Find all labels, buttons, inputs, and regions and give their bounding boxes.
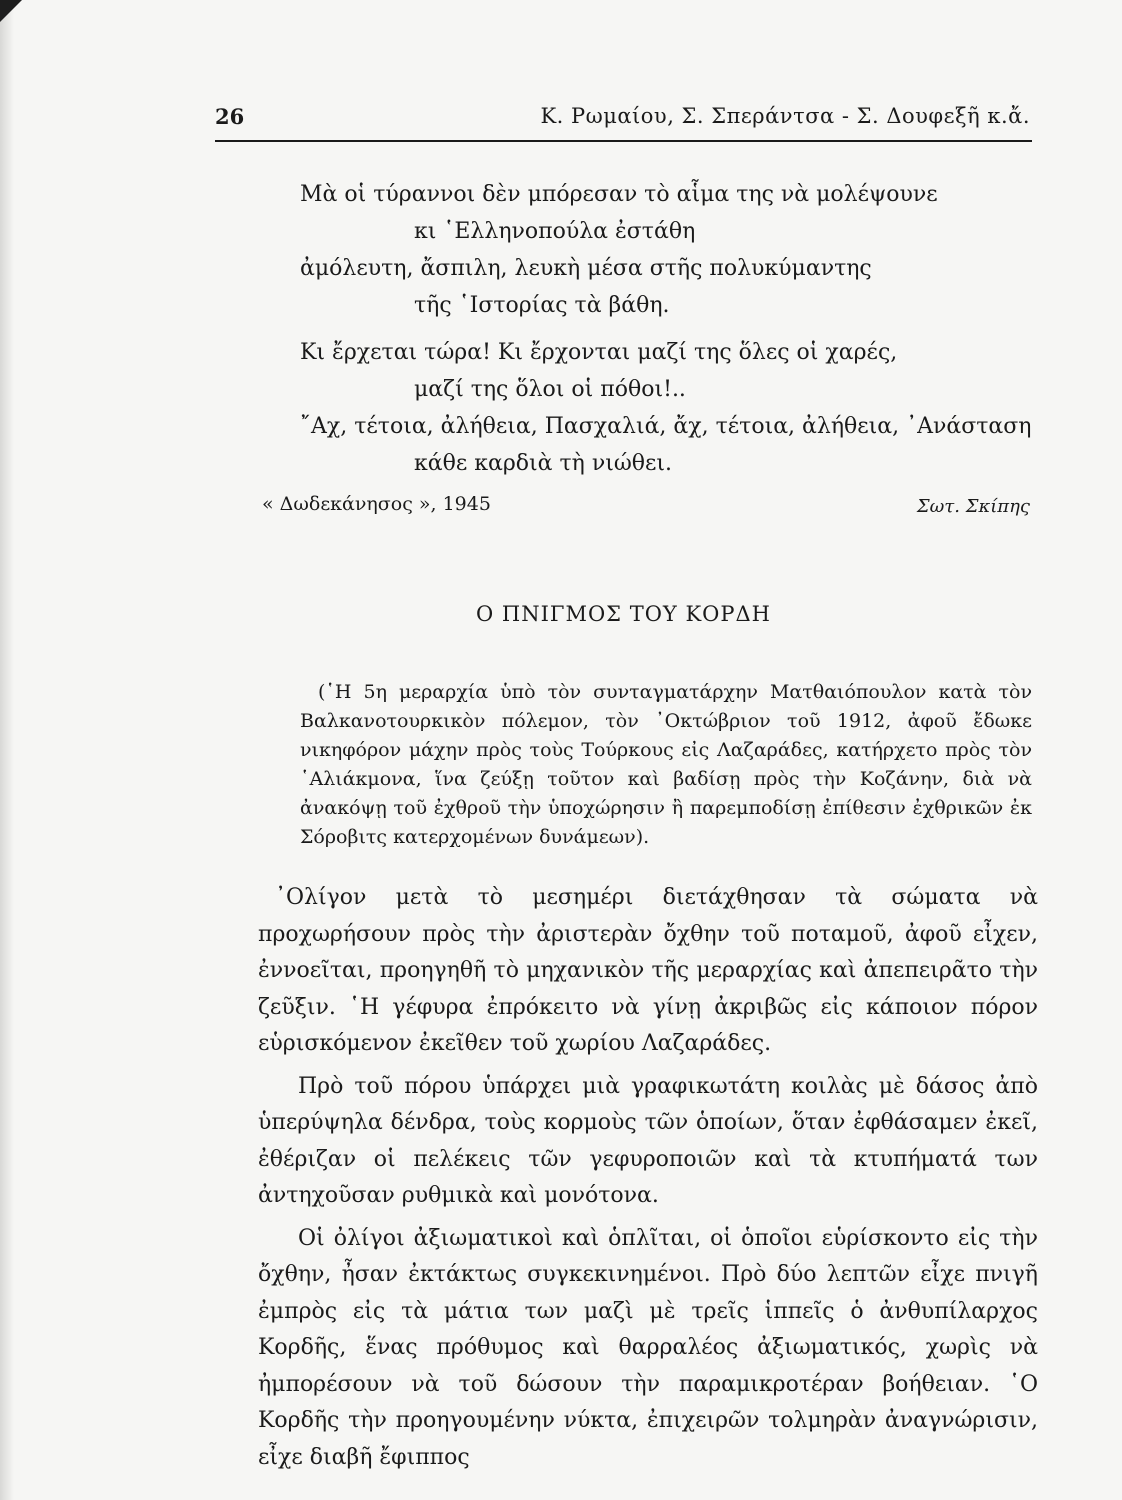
- page-edge-shadow: [0, 0, 14, 1500]
- poem-author: Σωτ. Σκίπης: [916, 496, 1030, 517]
- running-head: Κ. Ρωμαίου, Σ. Σπεράντσα - Σ. Δουφεξῆ κ.ἄ.: [540, 104, 1030, 128]
- poem-line: Κι ἔρχεται τώρα! Κι ἔρχονται μαζί της ὅλες οἱ χαρές,: [300, 340, 898, 365]
- body-text: [258, 880, 1038, 1482]
- poem-line: τῆς ῾Ιστορίας τὰ βάθη.: [414, 293, 670, 318]
- page-number: 26: [215, 104, 245, 129]
- page-header: [215, 100, 1032, 130]
- poem-line: ῎Αχ, τέτοια, ἀλήθεια, Πασχαλιά, ἄχ, τέτοια, ἀλήθεια, ᾿Ανάσταση: [300, 414, 1032, 439]
- stanza-gap: [300, 324, 1040, 334]
- poem-line: κι ῾Ελληνοπούλα ἐστάθη: [414, 219, 696, 244]
- poem-source: « Δωδεκάνησος », 1945: [262, 493, 491, 515]
- poem-line: Μὰ οἱ τύραννοι δὲν μπόρεσαν τὸ αἷμα της νὰ μολέψουνε: [300, 182, 938, 207]
- poem: [300, 176, 1040, 482]
- introductory-note: (῾Η 5η μεραρχία ὑπὸ τὸν συνταγματάρχην Ματθαιόπουλον κατὰ τὸν Βαλκανοτουρκικὸν πόλεμον, τὸν ᾿Οκτώβριον τοῦ 1912, ἀφοῦ ἔδωκε νικηφόρον μάχην πρὸς τοὺς Τούρκους εἰς Λαζαράδες, κατήρχετο πρὸς τὸν ῾Αλιάκμονα, ἵνα ζεύξῃ τοῦτον καὶ βαδίσῃ πρὸς τὴν Κοζάνην, διὰ νὰ ἀνακόψῃ τοῦ ἐχθροῦ τὴν ὑποχώρησιν ἢ παρεμποδίσῃ ἐπίθεσιν ἐχθρικῶν ἐκ Σόροβιτς κατερχομένων δυνάμεων).: [300, 681, 1032, 848]
- poem-line: ἀμόλευτη, ἄσπιλη, λευκὴ μέσα στῆς πολυκύμαντης: [300, 256, 872, 281]
- poem-line: μαζί της ὅλοι οἱ πόθοι!..: [414, 377, 686, 402]
- paragraph: Πρὸ τοῦ πόρου ὑπάρχει μιὰ γραφικωτάτη κοιλὰς μὲ δάσος ἀπὸ ὑπερύψηλα δένδρα, τοὺς κορμοὺς τῶν ὁποίων, ὅταν ἐφθάσαμεν ἐκεῖ, ἐθέριζαν οἱ πελέκεις τῶν γεφυροποιῶν καὶ τὰ κτυπήματά των ἀντηχοῦσαν ρυθμικὰ καὶ μονότονα.: [258, 1073, 1038, 1208]
- paragraph: ᾿Ολίγον μετὰ τὸ μεσημέρι διετάχθησαν τὰ σώματα νὰ προχωρήσουν πρὸς τὴν ἀριστερὰν ὄχθην τοῦ ποταμοῦ, ἀφοῦ εἶχεν, ἐννοεῖται, προηγηθῆ τὸ μηχανικὸν τῆς μεραρχίας καὶ ἀπεπειρᾶτο τὴν ζεῦξιν. ῾Η γέφυρα ἐπρόκειτο νὰ γίνῃ ἀκριβῶς εἰς κάποιον πόρον εὑρισκόμενον ἐκεῖθεν τοῦ χωρίου Λαζαράδες.: [258, 885, 1038, 1056]
- paragraph: Οἱ ὀλίγοι ἀξιωματικοὶ καὶ ὁπλῖται, οἱ ὁποῖοι εὑρίσκοντο εἰς τὴν ὄχθην, ἦσαν ἐκτάκτως συγκεκινημένοι. Πρὸ δύο λεπτῶν εἶχε πνιγῆ ἐμπρὸς εἰς τὰ μάτια των μαζὶ μὲ τρεῖς ἱππεῖς ὁ ἀνθυπίλαρχος Κορδῆς, ἕνας πρόθυμος καὶ θαρραλέος ἀξιωματικός, χωρὶς νὰ ἠμπορέσουν νὰ τοῦ δώσουν τὴν παραμικροτέραν βοήθειαν. ῾Ο Κορδῆς τὴν προηγουμένην νύκτα, ἐπιχειρῶν τολμηρὰν ἀναγνώρισιν, εἶχε διαβῆ ἔφιππος: [258, 1225, 1038, 1470]
- header-rule: [215, 140, 1032, 142]
- section-title: Ο ΠΝΙΓΜΟΣ ΤΟΥ ΚΟΡΔΗ: [476, 602, 771, 626]
- poem-line: κάθε καρδιὰ τὴ νιώθει.: [414, 451, 673, 476]
